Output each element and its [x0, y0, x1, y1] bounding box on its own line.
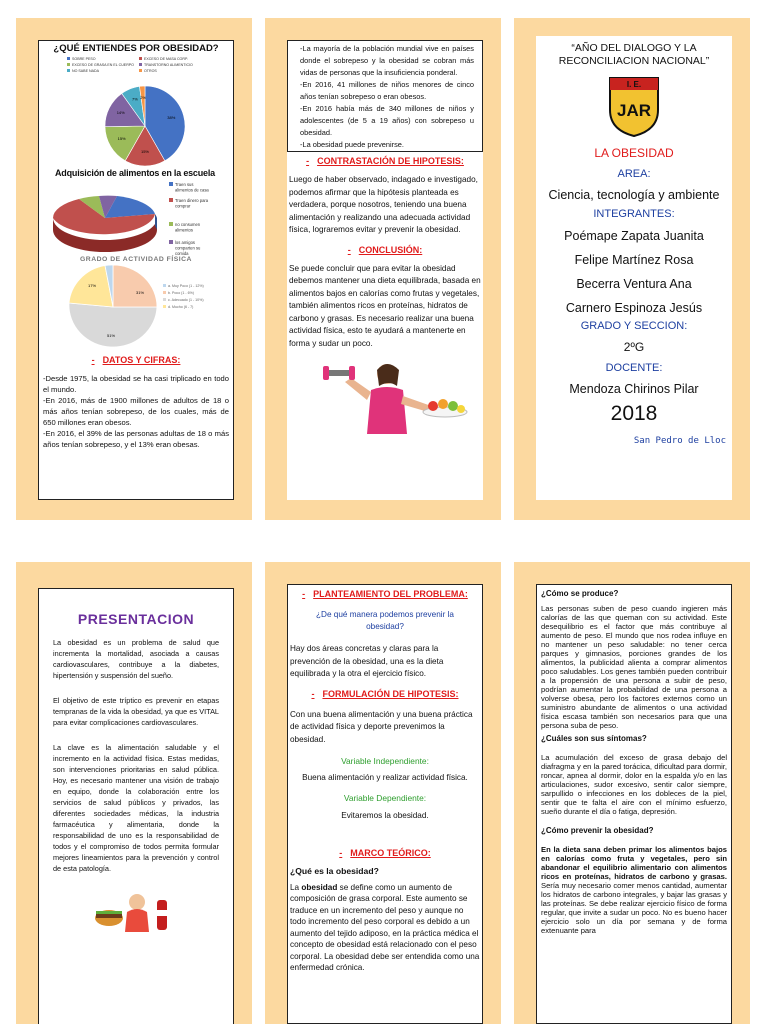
hypothesis-heading: - FORMULACIÓN DE HIPOTESIS:: [311, 688, 459, 699]
faq-answer-2: La acumulación del exceso de grasa debajo del diafragma y en la pared torácica, dificultad para dormir, roncar, apnea al dormir, dolor en la espalda y/o en las articulaciones, sudor excesivo, sentir calor siempre, sarpullido o infecciones en los dobleces de la piel, sentir que te falta el aire con el mínimo esfuerzo, sueño durante el día o fatiga, depresión.: [541, 753, 727, 816]
panel-conclusion: [265, 18, 501, 520]
faq-answer-1: Las personas suben de peso cuando ingieren más calorías de las que queman con su actividad. Este desequilibrio es el factor que más contribuye al aumento de peso. El mundo que nos rodea influye en no mantener un peso saludable: no tener cerca parques y gimnasios, porciones grandes de los alimentos, la publicidad alienta a comprar alimentos poco saludables. Los genes también pueden contribuir a la propensión de una persona a subir de peso, podrían aumentar la probabilidad de una persona a volverse obesa, pero los factores externos como un suministro abundante de alimentos o una actividad física escasa también son necesarios para que una persona suba de peso.: [541, 604, 727, 730]
panel-conclusion-content: [287, 40, 483, 500]
pie3-legend-item-0: a. Muy Poco (1 - 12%): [168, 284, 204, 288]
panel-cover: [514, 18, 750, 520]
pie2-legend-swatch-0: [169, 182, 173, 186]
world-fact-2: -En 2016, 41 millones de niños menores de cinco años tenían sobrepeso o eran obesos.: [300, 80, 474, 101]
pie3-legend-item-3: d. Mucho (6 - 7): [168, 305, 194, 309]
grade-value: 2ºG: [623, 340, 645, 354]
faq-question-1: ¿Cómo se produce?: [541, 589, 619, 598]
pie2-legend-item-1-0: Traen dinero para: [175, 198, 209, 203]
food-acquisition-chart: [39, 178, 234, 258]
pie3-legend-swatch-1: [163, 291, 166, 294]
theory-heading: - MARCO TEÓRICO:: [339, 847, 431, 858]
teacher-name: Mendoza Chirinos Pilar: [569, 382, 699, 396]
pie2-legend-item-2-1: alimentos: [175, 227, 193, 233]
panel-problem-content: [287, 584, 483, 1024]
svg-text:JAR: JAR: [616, 101, 652, 120]
pie3-slice-orange: [113, 265, 157, 307]
pie2-legend: [169, 182, 209, 256]
hypothesis-contrast-heading: - CONTRASTACIÓN DE HIPOTESIS:: [306, 156, 464, 166]
pie1-legend-item-2: EXCESO DE GRASA EN EL CUERPO: [72, 63, 134, 67]
problem-question: ¿De qué manera podemos prevenir la obesidad?: [316, 610, 454, 631]
panel-cover-content: [536, 36, 732, 500]
grade-label: GRADO Y SECCION:: [580, 320, 688, 332]
pie3-legend-swatch-0: [163, 284, 166, 287]
pie3-legend-swatch-2: [163, 298, 166, 301]
pie2-legend-item-0-0: Traen sus: [175, 182, 194, 187]
pie1-label-1: 15%: [140, 149, 150, 155]
member-3: Becerra Ventura Ana: [576, 277, 692, 291]
pie3-label-yellow: 17%: [88, 283, 97, 288]
pie1-legend: [67, 57, 193, 73]
pie2-legend-item-3-0: los amigos: [175, 240, 196, 245]
pie2-legend-item-3-2: comida: [175, 251, 189, 256]
pie1-legend-swatch-2: [67, 63, 70, 66]
presentation-paragraph-2: El objetivo de este tríptico es prevenir en etapas tempranas de la vida la obesidad, ya que es VITAL para evitar complicaciones cardiovasculares.: [53, 696, 219, 727]
hypothesis-text: Con una buena alimentación y una buena práctica de actividad física y deporte prevenimos la obesidad.: [290, 709, 473, 744]
member-2: Felipe Martínez Rosa: [574, 253, 694, 267]
pie1-label-2: 15%: [117, 135, 126, 141]
presentation-title: PRESENTACION: [77, 611, 195, 627]
svg-text:I. E.: I. E.: [626, 80, 642, 89]
town: San Pedro de Lloc: [633, 436, 726, 446]
pie2-legend-item-3-1: comparten su: [175, 245, 201, 251]
panel-presentation-content: [38, 588, 234, 1024]
chart3-title: GRADO DE ACTIVIDAD FÍSICA: [80, 256, 192, 263]
obesity-pie-chart: [39, 54, 234, 172]
year: 2018: [610, 402, 658, 425]
activity-pie-chart: [39, 263, 234, 351]
panel-problem: [265, 562, 501, 1024]
pie1-legend-item-0: SOBRE PESO: [72, 57, 96, 61]
fact-2: -En 2016, más de 1900 millones de adultos de 18 o más años tenían sobrepeso, de los cuales, más de 650 millones eran obesos.: [43, 396, 229, 427]
junk-food-illustration: [39, 882, 234, 932]
world-fact-1: -La mayoría de la población mundial vive en países donde el sobrepeso y la obesidad se cobran más vidas de personas que la insuficiencia ponderal.: [300, 44, 474, 77]
pie2-slices: [53, 196, 157, 252]
area-value: Ciencia, tecnología y ambiente: [548, 188, 720, 202]
pie3-legend: [163, 284, 204, 309]
pie1-legend-swatch-4: [67, 69, 70, 72]
theory-text: La obesidad se define como un aumento de composición de grasa corporal. Este aumento se traduce en un incremento del peso y aunque no todo incremento del peso corporal es debido a un aumento del tejido adiposo, en la práctica médica el concepto de obesidad está relacionado con el peso corporal. La obesidad debe ser entendida como una enfermedad crónica.: [290, 882, 480, 972]
pie1-label-4: 7%: [132, 96, 138, 102]
pie2-legend-swatch-2: [169, 222, 173, 226]
member-4: Carnero Espinoza Jesús: [565, 301, 703, 315]
topic-title: LA OBESIDAD: [594, 146, 674, 160]
pie3-slice-grey: [69, 303, 157, 347]
conclusion-heading: - CONCLUSIÓN:: [347, 244, 423, 255]
pie2-legend-item-1-1: comprar: [175, 203, 191, 209]
world-facts-box: [287, 40, 483, 152]
pie1-legend-item-3: TRANSTORNO ALIMENTICIO: [144, 63, 193, 67]
faq-answer-3: En la dieta sana deben primar los alimentos bajos en calorías como fruta y vegetales, pero sin abandonar el equilibrio alimentario con alimentos ricos en proteínas, hidratos de carbono y grasas. Sería muy necesario comer menos cantidad, aumentar los hidratos de carbono integrales, y bajar las grasas y las proteínas. Se debe realizar ejercicio físico de forma regular, que invite a sudar un poco. No es bueno hacer ejercicio solo un día por semana y de forma extenuante para: [541, 845, 727, 935]
member-1: Poémape Zapata Juanita: [564, 229, 704, 243]
pie1-legend-swatch-1: [139, 57, 142, 60]
presentation-paragraph-1: La obesidad es un problema de salud que incrementa la mortalidad, asociada a causas cardiovasculares, contribuye a la diabetes, hipertensión y suspensión del sueño.: [53, 638, 219, 680]
school-crest-logo: [604, 74, 664, 138]
independent-variable-text: Buena alimentación y realizar actividad física.: [302, 773, 468, 782]
data-figures-text: [39, 373, 233, 450]
faq-question-2: ¿Cuáles son sus síntomas?: [541, 734, 647, 743]
pie3-label-grey: 51%: [107, 333, 116, 338]
pie1-legend-item-1: EXCESO DE MASA CORP.: [144, 57, 188, 61]
independent-variable-label: Variable Independiente:: [341, 756, 429, 766]
fact-1: -Desde 1975, la obesidad se ha casi triplicado en todo el mundo.: [43, 374, 229, 394]
panel-faq: [514, 562, 750, 1024]
world-fact-3: -En 2016 había más de 340 millones de niños y adolescentes (de 5 a 19 años) con sobrepeso u obesidad.: [300, 104, 474, 137]
pie2-legend-swatch-3: [169, 240, 173, 244]
panel-surveys-content: [38, 40, 234, 500]
data-figures-heading: - DATOS Y CIFRAS:: [91, 355, 181, 365]
fitness-woman-illustration: [287, 356, 483, 434]
dependent-variable-text: Evitaremos la obesidad.: [341, 810, 429, 820]
pie3-legend-item-1: b. Poco (1 - 6%): [168, 291, 194, 295]
pie1-legend-item-5: OTROS: [144, 69, 157, 73]
fact-3: -En 2016, el 39% de las personas adultas de 18 o más años tenían sobrepeso, y el 13% eran obesas.: [43, 429, 229, 449]
hypothesis-contrast-text: Luego de haber observado, indagado e investigado, podemos afirmar que la hipótesis planteada es verdadera, porque nosotros, teniendo una buena alimentación y realizando una adecuada actividad física, lograremos evitar y prevenir la obesidad.: [289, 175, 478, 234]
pie2-legend-swatch-1: [169, 198, 173, 202]
survey-title: ¿QUÉ ENTIENDES POR OBESIDAD?: [53, 43, 219, 54]
dependent-variable-label: Variable Dependiente:: [343, 792, 427, 803]
year-motto: “AÑO DEL DIALOGO Y LA RECONCILIACION NACIONAL”: [558, 42, 710, 67]
pie1-label-3: 14%: [116, 109, 125, 115]
faq-question-3: ¿Cómo prevenir la obesidad?: [541, 826, 654, 835]
presentation-paragraph-3: La clave es la alimentación saludable y el incremento en la actividad física. Estas medidas, son intervenciones prioritarias en salud pública. Hoy, es necesario mantener una visión de trabajo en equipo, donde la colaboración entre los servicios de salud públicos y privados, las diferentes sociedades médicas, la industria farmacéutica y alimentaria, donde la responsabilidad de uno es la responsabilidad de todos y el compromiso de todos permita formular mejores lineamientos para la prevención y control de esta patología.: [53, 743, 219, 873]
world-fact-4: -La obesidad puede prevenirse.: [300, 140, 404, 149]
pie2-legend-item-2-0: no consumen: [175, 222, 201, 227]
pie1-label-0: 38%: [167, 115, 176, 121]
conclusion-text: Se puede concluir que para evitar la obesidad debemos mantener una dieta equilibrada, basada en alimentos bajos en calorías como frutas y vegetales, también alimentos ricos en proteínas, hidratos de carbono y grasas. Es necesario realizar una buena actividad física, esto te ayudará a mantenerte en forma y sudar un poco.: [289, 263, 481, 348]
members-label: INTEGRANTES:: [593, 208, 675, 220]
pie1-slices: [105, 86, 185, 166]
pie3-legend-swatch-3: [163, 305, 166, 308]
pie1-legend-swatch-0: [67, 57, 70, 60]
pie1-legend-swatch-3: [139, 63, 142, 66]
chart2-title: Adquisición de alimentos en la escuela: [55, 168, 215, 178]
pie3-label-orange: 31%: [136, 290, 145, 295]
problem-heading: - PLANTEAMIENTO DEL PROBLEMA:: [302, 589, 468, 599]
panel-faq-content: [536, 584, 732, 1024]
teacher-label: DOCENTE:: [605, 362, 663, 374]
theory-question: ¿Qué es la obesidad?: [290, 865, 379, 876]
panel-presentation: [16, 562, 252, 1024]
pie3-legend-item-2: c. Adecuado (1 - 10%): [168, 298, 204, 302]
pie1-label-5: 2%: [140, 94, 147, 100]
problem-text: Hay dos áreas concretas y claras para la prevención de la obesidad, una es la dieta equilibrada y la otra el ejercicio físico.: [290, 644, 444, 678]
pie1-legend-item-4: NO SABE NADA: [72, 69, 99, 73]
pie2-legend-item-0-1: alimentos de casa: [175, 187, 209, 193]
area-label: AREA:: [617, 168, 651, 180]
panel-surveys: [16, 18, 252, 520]
pie1-legend-swatch-5: [139, 69, 142, 72]
